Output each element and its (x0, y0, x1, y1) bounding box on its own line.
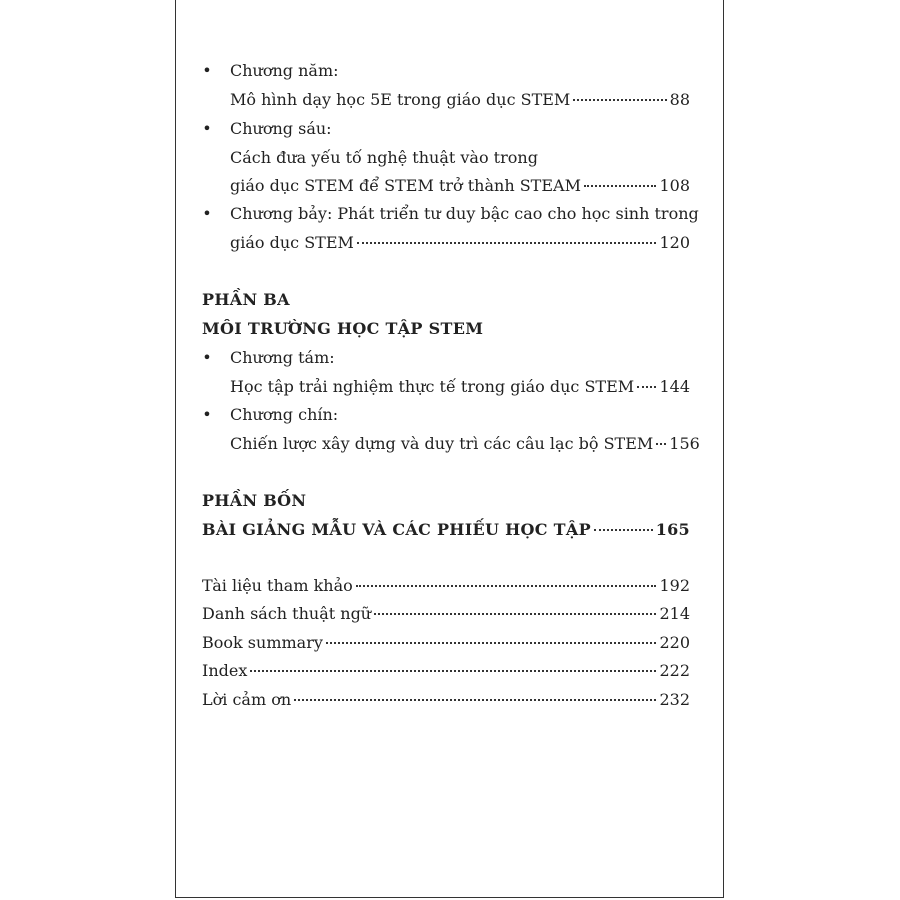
toc-entry-acknowledgements (202, 686, 690, 714)
dot-leader (584, 185, 656, 187)
toc-entry (230, 373, 690, 401)
bullet: • (202, 405, 212, 424)
entry-title: giáo dục STEM để STEM trở thành STEAM (230, 176, 581, 195)
chapter-label: Chương năm: (230, 61, 339, 80)
chapter-label: Chương tám: (230, 348, 335, 367)
entry-title: Book summary (202, 633, 323, 652)
page-number: 108 (659, 176, 690, 195)
page-number: 120 (659, 233, 690, 252)
toc-entry (230, 430, 700, 458)
part-label: PHẦN BA (202, 290, 290, 309)
dot-leader (356, 585, 657, 587)
dot-leader (294, 699, 656, 701)
chapter-label: Chương chín: (230, 405, 339, 424)
toc-entry-glossary (202, 600, 690, 628)
entry-title: Tài liệu tham khảo (202, 576, 353, 595)
entry-title: Lời cảm ơn (202, 690, 292, 709)
page-number: 220 (659, 633, 690, 652)
toc-entry (230, 229, 690, 257)
book-page (175, 0, 724, 898)
dot-leader (326, 642, 657, 644)
bullet: • (202, 119, 212, 138)
bullet: • (202, 204, 212, 223)
entry-title: Index (202, 661, 248, 680)
toc-entry-book-summary (202, 629, 690, 657)
dot-leader (374, 613, 656, 615)
entry-title-line: Cách đưa yếu tố nghệ thuật vào trong (230, 148, 538, 167)
chapter-label: Chương bảy: Phát triển tư duy bậc cao cho học sinh trong (230, 204, 699, 223)
dot-leader (573, 99, 666, 101)
entry-title: Danh sách thuật ngữ (202, 604, 372, 623)
part-title: BÀI GIẢNG MẪU VÀ CÁC PHIẾU HỌC TẬP (202, 520, 591, 539)
dot-leader (637, 386, 656, 388)
entry-title: giáo dục STEM (230, 233, 354, 252)
dot-leader (594, 529, 653, 531)
page-number: 144 (659, 377, 690, 396)
dot-leader (250, 670, 656, 672)
part-label: PHẦN BỐN (202, 491, 307, 510)
bullet: • (202, 348, 212, 367)
toc-entry-references (202, 572, 690, 600)
page-number: 165 (655, 520, 690, 539)
page-number: 232 (659, 690, 690, 709)
dot-leader (656, 443, 666, 445)
page-number: 88 (669, 90, 690, 109)
dot-leader (357, 242, 657, 244)
page-number: 214 (659, 604, 690, 623)
bullet: • (202, 61, 212, 80)
toc-entry-part4 (202, 516, 690, 544)
entry-title: Mô hình dạy học 5E trong giáo dục STEM (230, 90, 571, 109)
chapter-label: Chương sáu: (230, 119, 332, 138)
entry-title: Học tập trải nghiệm thực tế trong giáo dục STEM (230, 377, 635, 396)
page-number: 222 (659, 661, 690, 680)
toc-entry (230, 172, 690, 200)
toc-entry-index (202, 657, 690, 685)
entry-title: Chiến lược xây dựng và duy trì các câu lạc bộ STEM (230, 434, 654, 453)
page-number: 156 (669, 434, 700, 453)
page-number: 192 (659, 576, 690, 595)
part-title: MÔI TRƯỜNG HỌC TẬP STEM (202, 319, 484, 338)
toc-entry (230, 86, 690, 114)
